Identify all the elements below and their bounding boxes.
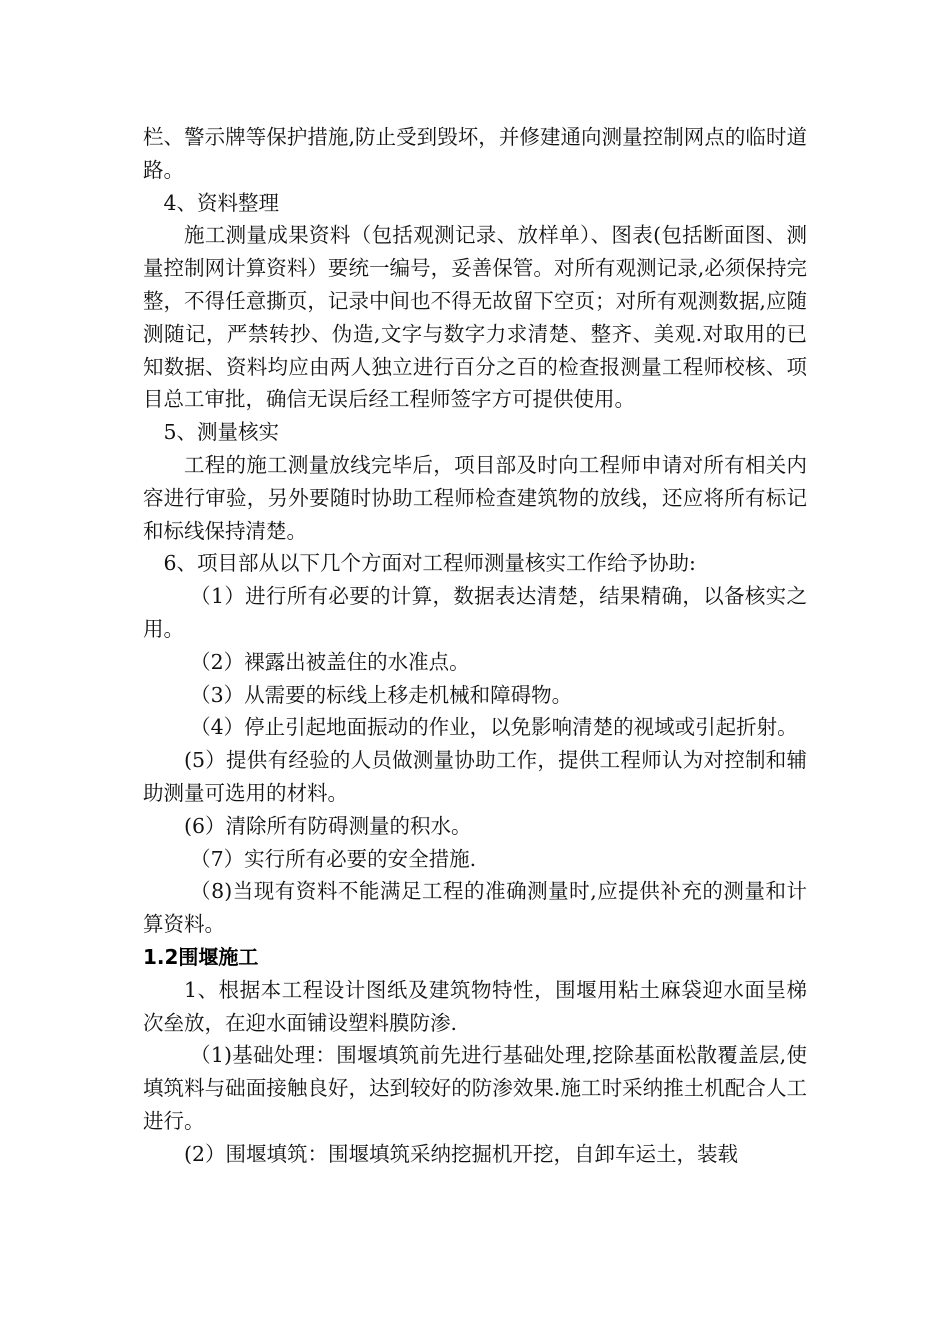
- list-item-1: （1）进行所有必要的计算，数据表达清楚，结果精确，以备核实之用。: [143, 584, 807, 641]
- section-6-heading: 6、项目部从以下几个方面对工程师测量核实工作给予协助:: [163, 551, 696, 576]
- paragraph-data-organization: 施工测量成果资料（包括观测记录、放样单）、图表(包括断面图、测量控制网计算资料）要统一编号，妥善保管。对所有观测记录,必须保持完整，不得任意撕页，记录中间也不得无故留下空页；对所有观测数据,应随测随记，严禁转抄、伪造,文字与数字力求清楚、整齐、美观.对取用的已知数据、资料均应由两人独立进行百分之百的检查报测量工程师校核、项目总工审批，确信无误后经工程师签字方可提供使用。: [143, 223, 807, 412]
- cofferdam-item-2: (2）围堰填筑：围堰填筑采纳挖掘机开挖，自卸车运土，装载: [184, 1141, 739, 1166]
- cofferdam-item-1: （1)基础处理：围堰填筑前先进行基础处理,挖除基面松散覆盖层,使填筑料与础面接触良好，达到较好的防渗效果.施工时采纳推土机配合人工进行。: [143, 1043, 807, 1133]
- section-4-heading: 4、资料整理: [163, 190, 280, 215]
- list-item-7: （7）实行所有必要的安全措施.: [190, 846, 477, 871]
- list-item-5: (5）提供有经验的人员做测量协助工作，提供工程师认为对控制和辅助测量可选用的材料。: [143, 748, 807, 805]
- list-item-2: （2）裸露出被盖住的水准点。: [190, 649, 470, 674]
- section-1-2-heading: 1.2围堰施工: [143, 944, 259, 969]
- paragraph-survey-verification: 工程的施工测量放线完毕后，项目部及时向工程师申请对所有相关内容进行审验，另外要随时协助工程师检查建筑物的放线，还应将所有标记和标线保持清楚。: [143, 452, 807, 543]
- document-body: [143, 121, 807, 1171]
- list-item-6: (6）清除所有防碍测量的积水。: [184, 813, 472, 838]
- section-5-heading: 5、测量核实: [163, 420, 280, 445]
- list-item-4: （4）停止引起地面振动的作业，以免影响清楚的视域或引起折射。: [190, 715, 798, 740]
- paragraph-protection-measures: 栏、警示牌等保护措施,防止受到毁坏，并修建通向测量控制网点的临时道路。: [143, 125, 807, 182]
- list-item-3: （3）从需要的标线上移走机械和障碍物。: [190, 682, 573, 707]
- list-item-8: （8)当现有资料不能满足工程的准确测量时,应提供补充的测量和计算资料。: [143, 879, 807, 937]
- paragraph-cofferdam-design: 1、根据本工程设计图纸及建筑物特性，围堰用粘土麻袋迎水面呈梯次垒放，在迎水面铺设塑料膜防渗.: [143, 977, 807, 1035]
